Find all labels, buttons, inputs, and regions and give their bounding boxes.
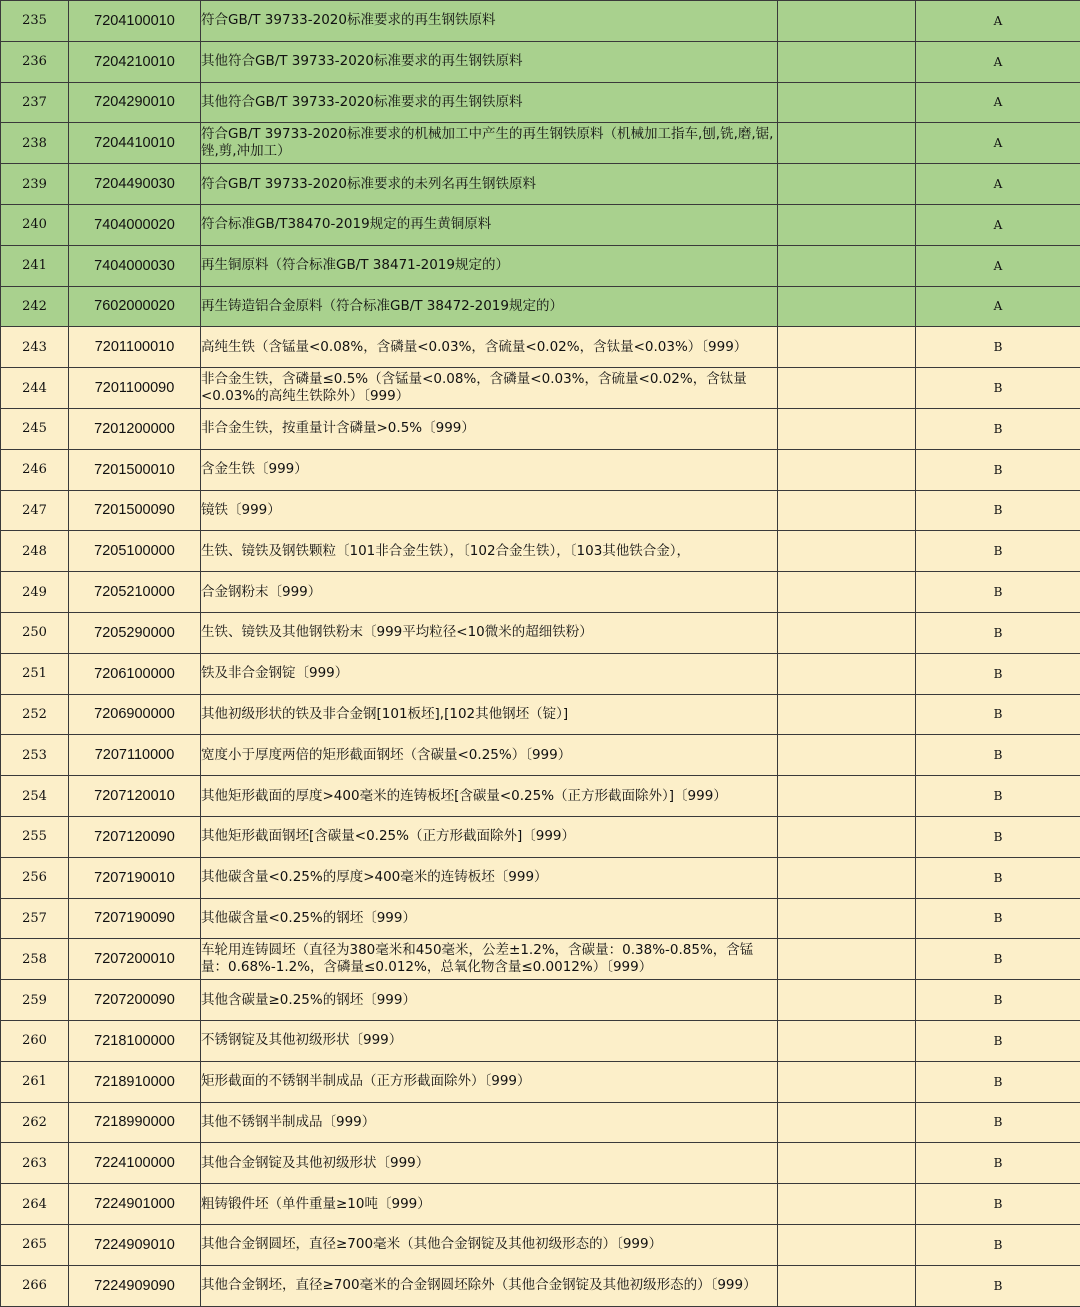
category: A — [916, 286, 1080, 327]
description — [201, 980, 778, 1021]
table-row — [1, 1265, 1080, 1306]
hs-code: 7206900000 — [69, 694, 201, 735]
category: B — [916, 816, 1080, 857]
description — [201, 1265, 778, 1306]
hs-code: 7207120090 — [69, 816, 201, 857]
description — [201, 898, 778, 939]
row-number: 238 — [1, 123, 69, 164]
table-row — [1, 653, 1080, 694]
blank-cell — [778, 245, 916, 286]
row-number: 242 — [1, 286, 69, 327]
row-number: 243 — [1, 327, 69, 368]
blank-cell — [778, 327, 916, 368]
row-number: 249 — [1, 572, 69, 613]
category: B — [916, 327, 1080, 368]
description-text: 其他合金钢圆坯，直径≥700毫米（其他合金钢锭及其他初级形态的）〔999） — [201, 1236, 777, 1253]
hs-code: 7602000020 — [69, 286, 201, 327]
hs-code: 7218990000 — [69, 1102, 201, 1143]
category: B — [916, 980, 1080, 1021]
blank-cell — [778, 776, 916, 817]
blank-cell — [778, 612, 916, 653]
blank-cell — [778, 980, 916, 1021]
row-number: 257 — [1, 898, 69, 939]
hs-code: 7207200090 — [69, 980, 201, 1021]
category: A — [916, 164, 1080, 205]
table-row — [1, 857, 1080, 898]
hs-code: 7207120010 — [69, 776, 201, 817]
category: B — [916, 612, 1080, 653]
category: B — [916, 1143, 1080, 1184]
row-number: 261 — [1, 1061, 69, 1102]
blank-cell — [778, 816, 916, 857]
description — [201, 531, 778, 572]
table-row — [1, 368, 1080, 409]
description-text: 非合金生铁，按重量计含磷量>0.5%〔999） — [201, 420, 777, 437]
blank-cell — [778, 1143, 916, 1184]
blank-cell — [778, 735, 916, 776]
category: B — [916, 572, 1080, 613]
blank-cell — [778, 1102, 916, 1143]
blank-cell — [778, 1, 916, 42]
description — [201, 857, 778, 898]
description — [201, 245, 778, 286]
table-row — [1, 286, 1080, 327]
row-number: 236 — [1, 41, 69, 82]
table-row — [1, 531, 1080, 572]
table-row — [1, 898, 1080, 939]
description-text: 含金生铁〔999） — [201, 461, 777, 478]
row-number: 239 — [1, 164, 69, 205]
hs-code: 7201100090 — [69, 368, 201, 409]
row-number: 264 — [1, 1184, 69, 1225]
row-number: 259 — [1, 980, 69, 1021]
blank-cell — [778, 653, 916, 694]
category: B — [916, 531, 1080, 572]
table-row — [1, 41, 1080, 82]
hs-code: 7224100000 — [69, 1143, 201, 1184]
blank-cell — [778, 1265, 916, 1306]
row-number: 235 — [1, 1, 69, 42]
table-row — [1, 612, 1080, 653]
description-text: 生铁、镜铁及钢铁颗粒〔101非合金生铁），〔102合金生铁），〔103其他铁合金）， — [201, 543, 777, 560]
blank-cell — [778, 898, 916, 939]
hs-code: 7207190010 — [69, 857, 201, 898]
table-row — [1, 408, 1080, 449]
category: B — [916, 1020, 1080, 1061]
hs-code: 7404000030 — [69, 245, 201, 286]
blank-cell — [778, 368, 916, 409]
table-row — [1, 694, 1080, 735]
table-row — [1, 245, 1080, 286]
category: B — [916, 1102, 1080, 1143]
hs-code: 7206100000 — [69, 653, 201, 694]
table-body — [1, 1, 1080, 1307]
description-text: 铁及非合金钢锭〔999） — [201, 665, 777, 682]
hs-code: 7204490030 — [69, 164, 201, 205]
blank-cell — [778, 164, 916, 205]
hs-code: 7201500090 — [69, 490, 201, 531]
hs-code: 7204290010 — [69, 82, 201, 123]
table-row — [1, 939, 1080, 980]
blank-cell — [778, 531, 916, 572]
hs-code: 7204210010 — [69, 41, 201, 82]
row-number: 266 — [1, 1265, 69, 1306]
row-number: 253 — [1, 735, 69, 776]
row-number: 256 — [1, 857, 69, 898]
description-text: 其他矩形截面的厚度>400毫米的连铸板坯[含碳量<0.25%（正方形截面除外）]〔999） — [201, 788, 777, 805]
description — [201, 327, 778, 368]
table-row — [1, 1224, 1080, 1265]
table-row — [1, 1, 1080, 42]
description — [201, 1102, 778, 1143]
category: B — [916, 449, 1080, 490]
row-number: 258 — [1, 939, 69, 980]
blank-cell — [778, 1184, 916, 1225]
category: B — [916, 653, 1080, 694]
row-number: 255 — [1, 816, 69, 857]
category: A — [916, 123, 1080, 164]
description-text: 其他初级形状的铁及非合金钢[101板坯],[102其他钢坯（锭）] — [201, 706, 777, 723]
blank-cell — [778, 490, 916, 531]
row-number: 246 — [1, 449, 69, 490]
hs-code: 7201100010 — [69, 327, 201, 368]
description — [201, 572, 778, 613]
table-row — [1, 816, 1080, 857]
table-row — [1, 980, 1080, 1021]
row-number: 263 — [1, 1143, 69, 1184]
table-row — [1, 327, 1080, 368]
table-row — [1, 82, 1080, 123]
table-row — [1, 123, 1080, 164]
table-row — [1, 1102, 1080, 1143]
hs-code: 7218910000 — [69, 1061, 201, 1102]
description — [201, 816, 778, 857]
hs-code: 7204410010 — [69, 123, 201, 164]
blank-cell — [778, 41, 916, 82]
blank-cell — [778, 572, 916, 613]
row-number: 245 — [1, 408, 69, 449]
description — [201, 286, 778, 327]
table-row — [1, 204, 1080, 245]
row-number: 260 — [1, 1020, 69, 1061]
description — [201, 449, 778, 490]
description — [201, 1224, 778, 1265]
description-text: 再生铸造铝合金原料（符合标准GB/T 38472-2019规定的） — [201, 298, 777, 315]
category: B — [916, 490, 1080, 531]
description — [201, 368, 778, 409]
description-text: 其他碳含量<0.25%的钢坯〔999） — [201, 910, 777, 927]
description-text: 其他含碳量≥0.25%的钢坯〔999） — [201, 992, 777, 1009]
hs-code: 7207190090 — [69, 898, 201, 939]
category: B — [916, 694, 1080, 735]
description — [201, 612, 778, 653]
description — [201, 1, 778, 42]
hs-code: 7207200010 — [69, 939, 201, 980]
description-text: 符合GB/T 39733-2020标准要求的未列名再生钢铁原料 — [201, 176, 777, 193]
category: B — [916, 368, 1080, 409]
category: B — [916, 1265, 1080, 1306]
category: B — [916, 408, 1080, 449]
description-text: 车轮用连铸圆坯（直径为380毫米和450毫米，公差±1.2%，含碳量：0.38%-0.85%，含锰量：0.68%-1.2%，含磷量≤0.012%，总氧化物含量≤0.0012%）〔999） — [201, 942, 777, 976]
category: B — [916, 939, 1080, 980]
row-number: 252 — [1, 694, 69, 735]
description-text: 非合金生铁，含磷量≤0.5%（含锰量<0.08%，含磷量<0.03%，含硫量<0.02%，含钛量<0.03%的高纯生铁除外）〔999） — [201, 371, 777, 405]
description-text: 其他符合GB/T 39733-2020标准要求的再生钢铁原料 — [201, 94, 777, 111]
table-row — [1, 164, 1080, 205]
hs-code: 7404000020 — [69, 204, 201, 245]
description — [201, 1020, 778, 1061]
hs-code: 7224901000 — [69, 1184, 201, 1225]
table-row — [1, 490, 1080, 531]
description — [201, 123, 778, 164]
category: A — [916, 82, 1080, 123]
description-text: 其他碳含量<0.25%的厚度>400毫米的连铸板坯〔999） — [201, 869, 777, 886]
description — [201, 694, 778, 735]
description — [201, 82, 778, 123]
description — [201, 490, 778, 531]
blank-cell — [778, 449, 916, 490]
hs-code: 7205100000 — [69, 531, 201, 572]
description-text: 其他不锈钢半制成品〔999） — [201, 1114, 777, 1131]
description-text: 镜铁〔999） — [201, 502, 777, 519]
table-row — [1, 449, 1080, 490]
hs-code: 7205210000 — [69, 572, 201, 613]
row-number: 265 — [1, 1224, 69, 1265]
table-row — [1, 1143, 1080, 1184]
description-text: 符合GB/T 39733-2020标准要求的机械加工中产生的再生钢铁原料（机械加工指车,刨,铣,磨,锯,锉,剪,冲加工） — [201, 126, 777, 160]
category: B — [916, 857, 1080, 898]
description — [201, 1184, 778, 1225]
description-text: 再生铜原料（符合标准GB/T 38471-2019规定的） — [201, 257, 777, 274]
blank-cell — [778, 123, 916, 164]
description — [201, 735, 778, 776]
blank-cell — [778, 694, 916, 735]
blank-cell — [778, 408, 916, 449]
description — [201, 41, 778, 82]
description-text: 不锈钢锭及其他初级形状〔999） — [201, 1032, 777, 1049]
description — [201, 204, 778, 245]
description — [201, 939, 778, 980]
row-number: 262 — [1, 1102, 69, 1143]
description-text: 粗铸锻件坯（单件重量≥10吨〔999） — [201, 1196, 777, 1213]
row-number: 248 — [1, 531, 69, 572]
row-number: 251 — [1, 653, 69, 694]
table-row — [1, 1184, 1080, 1225]
row-number: 244 — [1, 368, 69, 409]
category: B — [916, 1184, 1080, 1225]
description-text: 高纯生铁（含锰量<0.08%，含磷量<0.03%，含硫量<0.02%，含钛量<0.03%）〔999） — [201, 339, 777, 356]
category: B — [916, 735, 1080, 776]
category: B — [916, 1061, 1080, 1102]
row-number: 250 — [1, 612, 69, 653]
row-number: 254 — [1, 776, 69, 817]
description-text: 宽度小于厚度两倍的矩形截面钢坯（含碳量<0.25%）〔999） — [201, 747, 777, 764]
hs-code: 7201200000 — [69, 408, 201, 449]
category: A — [916, 245, 1080, 286]
description — [201, 408, 778, 449]
row-number: 247 — [1, 490, 69, 531]
hs-code: 7204100010 — [69, 1, 201, 42]
row-number: 237 — [1, 82, 69, 123]
description-text: 矩形截面的不锈钢半制成品（正方形截面除外）〔999） — [201, 1073, 777, 1090]
category: A — [916, 41, 1080, 82]
blank-cell — [778, 82, 916, 123]
table-row — [1, 776, 1080, 817]
blank-cell — [778, 1061, 916, 1102]
description — [201, 776, 778, 817]
table-row — [1, 572, 1080, 613]
description-text: 其他矩形截面钢坯[含碳量<0.25%（正方形截面除外]〔999） — [201, 828, 777, 845]
table-row — [1, 1020, 1080, 1061]
description-text: 其他合金钢锭及其他初级形状〔999） — [201, 1155, 777, 1172]
hs-code: 7201500010 — [69, 449, 201, 490]
blank-cell — [778, 857, 916, 898]
description — [201, 653, 778, 694]
description — [201, 1143, 778, 1184]
blank-cell — [778, 204, 916, 245]
row-number: 240 — [1, 204, 69, 245]
table-row — [1, 1061, 1080, 1102]
category: B — [916, 1224, 1080, 1265]
hs-code: 7224909090 — [69, 1265, 201, 1306]
description-text: 符合标准GB/T38470-2019规定的再生黄铜原料 — [201, 216, 777, 233]
category: B — [916, 898, 1080, 939]
table-row — [1, 735, 1080, 776]
blank-cell — [778, 286, 916, 327]
blank-cell — [778, 1224, 916, 1265]
description-text: 其他符合GB/T 39733-2020标准要求的再生钢铁原料 — [201, 53, 777, 70]
row-number: 241 — [1, 245, 69, 286]
category: B — [916, 776, 1080, 817]
description — [201, 164, 778, 205]
blank-cell — [778, 939, 916, 980]
category: A — [916, 204, 1080, 245]
description-text: 符合GB/T 39733-2020标准要求的再生钢铁原料 — [201, 12, 777, 29]
blank-cell — [778, 1020, 916, 1061]
hs-code: 7205290000 — [69, 612, 201, 653]
hs-code: 7224909010 — [69, 1224, 201, 1265]
description — [201, 1061, 778, 1102]
hs-code: 7218100000 — [69, 1020, 201, 1061]
hs-code: 7207110000 — [69, 735, 201, 776]
category: A — [916, 1, 1080, 42]
description-text: 其他合金钢坯，直径≥700毫米的合金钢圆坯除外（其他合金钢锭及其他初级形态的）〔999） — [201, 1277, 777, 1294]
description-text: 合金钢粉末〔999） — [201, 584, 777, 601]
description-text: 生铁、镜铁及其他钢铁粉末〔999平均粒径<10微米的超细铁粉） — [201, 624, 777, 641]
